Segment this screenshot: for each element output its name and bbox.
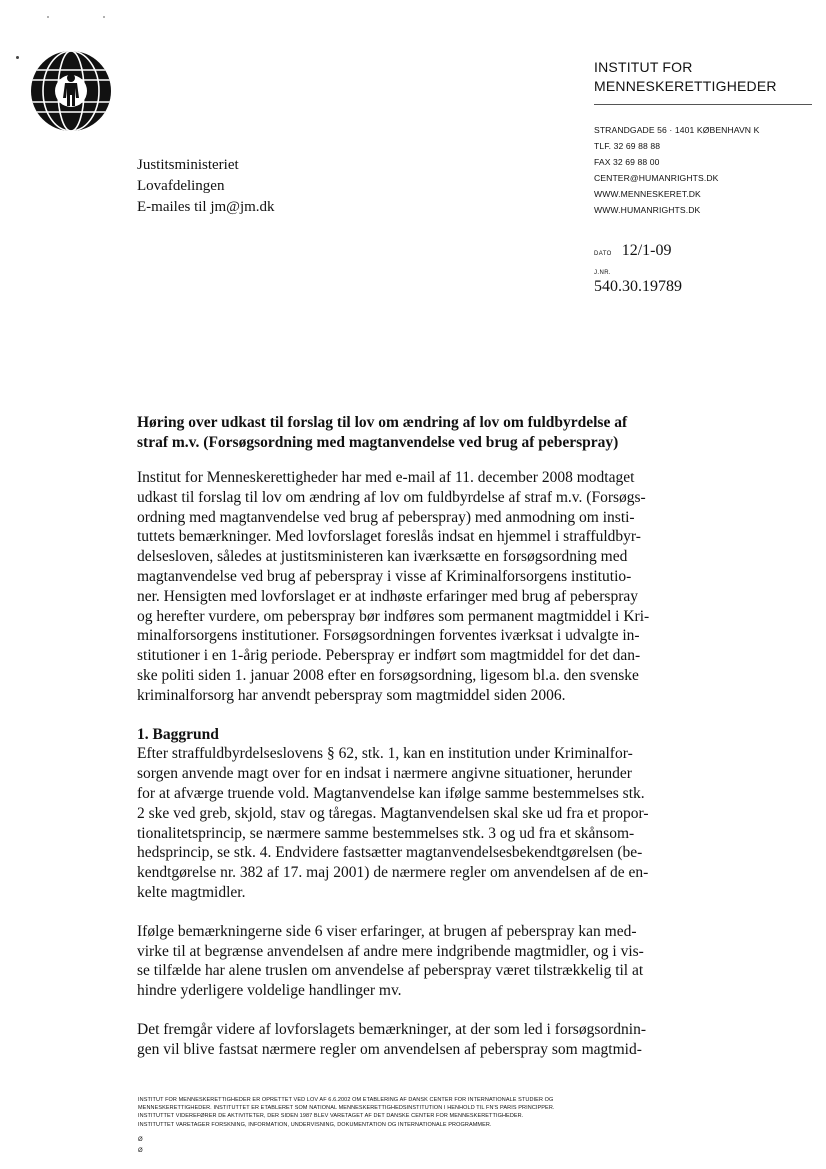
footer-line: INSTITUT FOR MENNESKERETTIGHEDER ER OPRETTET VED LOV AF 6.6.2002 OM ETABLERING AF DANSK CENTER FOR INTERNATIONALE STUDIER OG <box>138 1097 554 1103</box>
institution-name <box>594 58 777 96</box>
body-line: hindre yderligere voldelige handlinger mv. <box>137 982 402 1000</box>
body-line: virke til at begrænse anvendelsen af andre mere indgribende magtmidler, og i vis- <box>137 942 644 960</box>
body-line: sorgen anvende magt over for en indsat i nærmere angivne situationer, herunder <box>137 765 632 783</box>
body-line: Institut for Menneskerettigheder har med e-mail af 11. december 2008 modtaget <box>137 469 635 486</box>
body-line: kriminalforsorg har anvendt peberspray som magtmiddel siden 2006. <box>137 686 566 704</box>
body-line: stitutioner i en 1-årig periode. Peberspray er indført som magtmiddel for det dan- <box>137 647 641 665</box>
scan-speck <box>47 16 49 18</box>
body-line: tionalitetsprincip, se nærmere samme bestemmelses stk. 3 og ud fra et skånsom- <box>137 824 635 842</box>
footer-line: INSTITUTTET VIDEREFØRER DE AKTIVITETER, DER SIDEN 1987 BLEV VARETAGET AF DET DANSKE CENTER FOR MENNESKERETTIGHEDER. <box>138 1113 524 1120</box>
page-footer <box>138 1096 555 1129</box>
body-paragraph-4 <box>137 1020 700 1060</box>
body-line: Efter straffuldbyrdelseslovens § 62, stk. 1, kan en institution under Kriminalfor- <box>137 745 633 763</box>
footer-line: MENNESKERETTIGHEDER. INSTITUTTET ER ETABLERET SOM NATIONAL MENNESKERETTIGHEDSINSTITUTION I HENHOLD TIL FN'S PARIS PRINCIPPER. <box>138 1105 555 1112</box>
recipient-address <box>137 155 275 218</box>
date-label: DATO <box>594 251 612 257</box>
body-line: delsesloven, således at justitsministeren kan iværksætte en forsøgsordning med <box>137 548 628 566</box>
footer-mark: Ø <box>138 1137 143 1143</box>
institution-name-line1: INSTITUT FOR <box>594 59 693 75</box>
recipient-line1: Justitsministeriet <box>137 157 239 173</box>
body-paragraph-2 <box>137 744 700 902</box>
body-line: kendtgørelse nr. 382 af 17. maj 2001) de nærmere regler om anvendelsen af de en- <box>137 864 649 882</box>
body-line: gen vil blive fastsat nærmere regler om anvendelsen af peberspray som magtmid- <box>137 1040 642 1058</box>
body-line: magtanvendelse ved brug af peberspray i visse af Kriminalforsorgens institutio- <box>137 567 632 585</box>
body-line: ner. Hensigten med lovforslaget er at indhøste erfaringer med brug af peberspray <box>137 587 638 605</box>
body-line: minalforsorgens institutioner. Forsøgsordningen forventes iværksat i udvalgte in- <box>137 627 640 645</box>
letter-subject <box>137 413 697 453</box>
jnr-value: 540.30.19789 <box>594 278 682 295</box>
body-line: se tilfælde har alene truslen om anvendelse af peberspray været tilstrækkelig til at <box>137 962 644 980</box>
institution-address: STRANDGADE 56 · 1401 KØBENHAVN K <box>594 125 760 135</box>
subject-line1: Høring over udkast til forslag til lov om ændring af lov om fuldbyrdelse af <box>137 414 628 431</box>
institution-email: CENTER@HUMANRIGHTS.DK <box>594 173 719 183</box>
institute-logo-icon <box>30 50 112 132</box>
institution-phone: TLF. 32 69 88 88 <box>594 141 661 151</box>
institution-name-line2: MENNESKERETTIGHEDER <box>594 78 777 94</box>
body-line: og herefter vurdere, om peberspray bør indføres som permanent magtmiddel i Kri- <box>137 607 650 625</box>
institution-fax: FAX 32 69 88 00 <box>594 157 660 167</box>
body-line: tuttets bemærkninger. Med lovforslaget foreslås indsat en hjemmel i straffuldbyr- <box>137 528 641 546</box>
institution-web-2: WWW.HUMANRIGHTS.DK <box>594 205 701 215</box>
section-heading-baggrund: 1. Baggrund <box>137 725 219 743</box>
body-line: ordning med magtanvendelse ved brug af peberspray) med anmodning om insti- <box>137 508 635 526</box>
letter-body <box>137 468 700 1079</box>
document-meta <box>594 242 682 296</box>
institution-web-1: WWW.MENNESKERET.DK <box>594 189 701 199</box>
footer-mark: Ø <box>138 1148 143 1154</box>
body-line: hedsprincip, se stk. 4. Endvidere fastsætter magtanvendelsesbekendtgørelsen (be- <box>137 844 643 862</box>
body-line: udkast til forslag til lov om ændring af lov om fuldbyrdelse af straf m.v. (Forsøgs- <box>137 488 646 506</box>
date-value: 12/1-09 <box>621 242 672 259</box>
subject-line2: straf m.v. (Forsøgsordning med magtanvendelse ved brug af peberspray) <box>137 434 619 451</box>
header-divider <box>594 104 812 105</box>
body-line: ske politi siden 1. januar 2008 efter en forsøgsordning, ligesom bl.a. den svenske <box>137 666 639 684</box>
body-line: Det fremgår videre af lovforslagets bemærkninger, at der som led i forsøgsordnin- <box>137 1020 647 1038</box>
body-paragraph-1 <box>137 468 700 706</box>
scan-speck <box>16 56 19 59</box>
jnr-label: J.NR. <box>594 270 611 276</box>
body-line: Ifølge bemærkningerne side 6 viser erfaringer, at brugen af peberspray kan med- <box>137 922 637 940</box>
recipient-line2: Lovafdelingen <box>137 178 225 194</box>
footer-line: INSTITUTTET VARETAGER FORSKNING, INFORMATION, UNDERVISNING, DOKUMENTATION OG INTERNATIONALE PROGRAMMER. <box>138 1121 492 1128</box>
body-line: kelte magtmidler. <box>137 883 246 901</box>
footer-marks <box>138 1135 143 1157</box>
institution-contact <box>594 122 759 218</box>
recipient-line3: E-mailes til jm@jm.dk <box>137 199 275 215</box>
body-line: for at afværge truende vold. Magtanvendelse kan ifølge samme bestemmelses stk. <box>137 784 645 802</box>
scan-speck <box>103 16 105 18</box>
body-paragraph-3 <box>137 922 700 1001</box>
body-line: 2 ske ved greb, skjold, stav og tåregas. Magtanvendelsen skal ske ud fra et propor- <box>137 804 649 822</box>
